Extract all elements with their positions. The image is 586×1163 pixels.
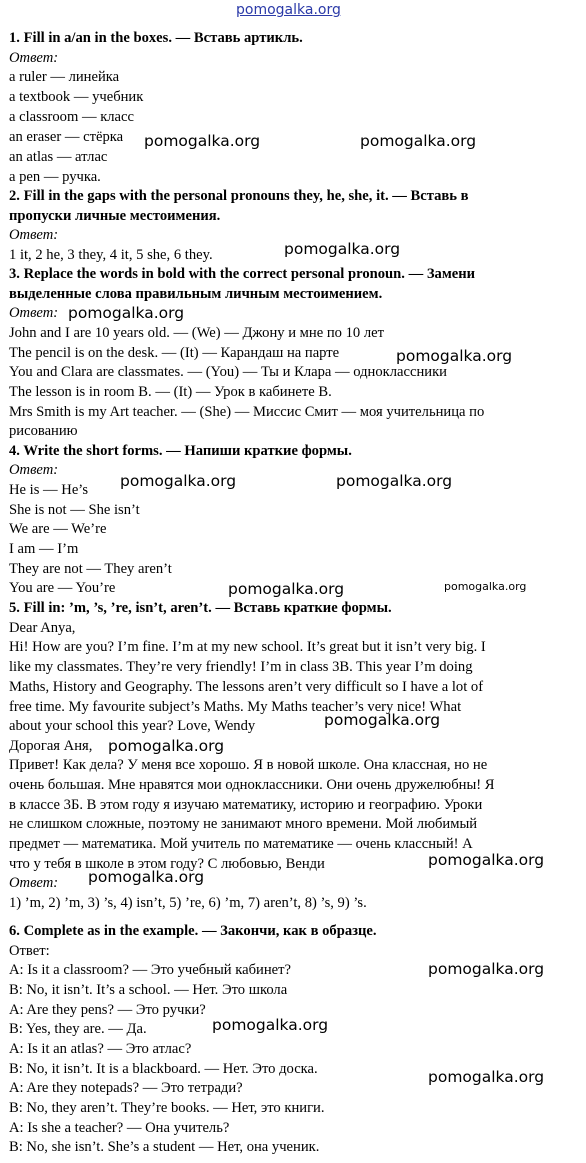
text-line: John and I are 10 years old. — (We) — Джону и мне по 10 лет — [9, 325, 384, 341]
text-line: She is not — She isn’t — [9, 502, 140, 518]
watermark: pomogalka.org — [396, 347, 513, 365]
text-line: Maths, History and Geography. The lessons aren’t very difficult so I have a lot of — [9, 679, 484, 695]
answer-label: Ответ: — [9, 50, 59, 66]
watermark: pomogalka.org — [444, 580, 527, 593]
exercise-heading: 6. Complete as in the example. — Закончи, как в образце. — [9, 923, 377, 939]
text-line: 1 it, 2 he, 3 they, 4 it, 5 she, 6 they. — [9, 247, 213, 263]
watermark: pomogalka.org — [336, 472, 453, 490]
text-line: A: Are they pens? — Это ручки? — [9, 1002, 206, 1018]
exercise-heading: 1. Fill in a/an in the boxes. — Вставь артикль. — [9, 30, 303, 46]
watermark: pomogalka.org — [284, 240, 401, 258]
watermark: pomogalka.org — [120, 472, 237, 490]
text-line: Ответ: — [9, 943, 50, 959]
watermark: pomogalka.org — [68, 304, 185, 322]
text-line: The lesson is in room B. — (It) — Урок в кабинете В. — [9, 384, 332, 400]
text-line: He is — He’s — [9, 482, 89, 498]
answer-label: Ответ: — [9, 462, 59, 478]
text-line: They are not — They aren’t — [9, 561, 172, 577]
text-line: B: No, it isn’t. It is a blackboard. — Нет. Это доска. — [9, 1061, 318, 1077]
site-header-link[interactable]: pomogalka.org — [236, 2, 341, 18]
watermark: pomogalka.org — [428, 1068, 545, 1086]
text-line: Привет! Как дела? У меня все хорошо. Я в новой школе. Она классная, но не — [9, 757, 488, 773]
exercise-heading: 4. Write the short forms. — Напиши краткие формы. — [9, 443, 352, 459]
text-line: We are — We’re — [9, 521, 107, 537]
text-line: Hi! How are you? I’m fine. I’m at my new school. It’s great but it isn’t very big. I — [9, 639, 486, 655]
text-line: an atlas — атлас — [9, 149, 108, 165]
text-line: предмет — математика. Мой учитель по математике — очень классный! А — [9, 836, 473, 852]
text-line: free time. My favourite subject’s Maths. My Maths teacher’s very nice! What — [9, 699, 462, 715]
exercise-heading: выделенные слова правильным личным местоимением. — [9, 286, 383, 302]
text-line: a textbook — учебник — [9, 89, 144, 105]
text-line: Mrs Smith is my Art teacher. — (She) — Миссис Смит — моя учительница по — [9, 404, 485, 420]
exercise-heading: 2. Fill in the gaps with the personal pronouns they, he, she, it. — Вставь в — [9, 188, 469, 204]
text-line: like my classmates. They’re very friendly! I’m in class 3B. This year I’m doing — [9, 659, 473, 675]
text-line: The pencil is on the desk. — (It) — Карандаш на парте — [9, 345, 340, 361]
text-line: рисованию — [9, 423, 78, 439]
exercise-heading: 5. Fill in: ’m, ’s, ’re, isn’t, aren’t. — Вставь краткие формы. — [9, 600, 392, 616]
exercise-heading: пропуски личные местоимения. — [9, 208, 221, 224]
text-line: A: Is she a teacher? — Она учитель? — [9, 1120, 230, 1136]
text-line: A: Is it a classroom? — Это учебный кабинет? — [9, 962, 291, 978]
text-line: Dear Anya, — [9, 620, 76, 636]
text-line: You and Clara are classmates. — (You) — Ты и Клара — одноклассники — [9, 364, 447, 380]
text-line: a classroom — класс — [9, 109, 134, 125]
text-line: очень большая. Мне нравятся мои одноклассники. Они очень дружелюбны! Я — [9, 777, 495, 793]
watermark: pomogalka.org — [428, 960, 545, 978]
text-line: a pen — ручка. — [9, 169, 101, 185]
watermark: pomogalka.org — [428, 851, 545, 869]
answer-label: Ответ: — [9, 305, 59, 321]
text-line: в классе 3Б. В этом году я изучаю математику, историю и географию. Уроки — [9, 797, 483, 813]
text-line: a ruler — линейка — [9, 69, 120, 85]
text-line: A: Are they notepads? — Это тетради? — [9, 1080, 243, 1096]
watermark: pomogalka.org — [212, 1016, 329, 1034]
watermark: pomogalka.org — [88, 868, 205, 886]
text-line: что у тебя в школе в этом году? С любовью, Венди — [9, 856, 325, 872]
exercise-heading: 3. Replace the words in bold with the correct personal pronoun. — Замени — [9, 266, 476, 282]
answer-label: Ответ: — [9, 875, 59, 891]
watermark: pomogalka.org — [360, 132, 477, 150]
text-line: A: Is it an atlas? — Это атлас? — [9, 1041, 192, 1057]
answer-label: Ответ: — [9, 227, 59, 243]
text-line: B: No, they aren’t. They’re books. — Нет, это книги. — [9, 1100, 325, 1116]
text-line: an eraser — стёрка — [9, 129, 124, 145]
watermark: pomogalka.org — [228, 580, 345, 598]
watermark: pomogalka.org — [324, 711, 441, 729]
text-line: 1) ’m, 2) ’m, 3) ’s, 4) isn’t, 5) ’re, 6) ’m, 7) aren’t, 8) ’s, 9) ’s. — [9, 895, 367, 911]
text-line: I am — I’m — [9, 541, 79, 557]
text-line: не слишком сложные, поэтому не занимают много времени. Мой любимый — [9, 816, 478, 832]
text-line: Дорогая Аня, — [9, 738, 93, 754]
text-line: about your school this year? Love, Wendy — [9, 718, 256, 734]
watermark: pomogalka.org — [144, 132, 261, 150]
watermark: pomogalka.org — [108, 737, 225, 755]
text-line: B: No, it isn’t. It’s a school. — Нет. Это школа — [9, 982, 288, 998]
text-line: B: No, she isn’t. She’s a student — Нет, она ученик. — [9, 1139, 320, 1155]
text-line: You are — You’re — [9, 580, 116, 596]
text-line: B: Yes, they are. — Да. — [9, 1021, 147, 1037]
